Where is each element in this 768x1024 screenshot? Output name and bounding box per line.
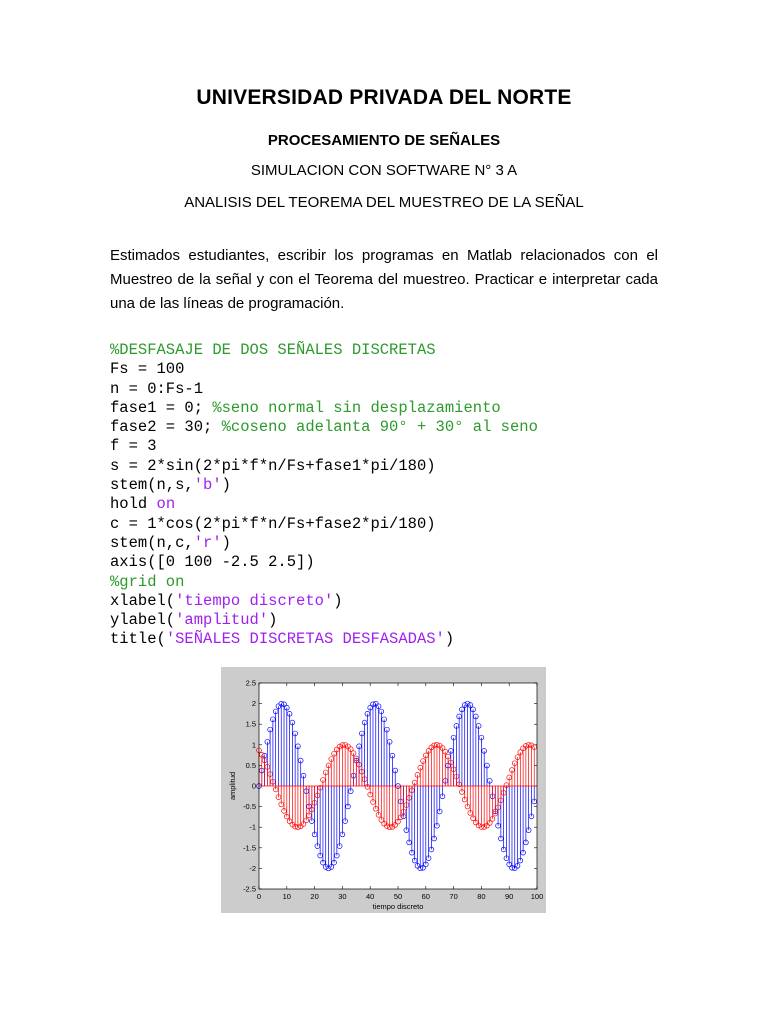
code-line <box>110 573 184 591</box>
code-line <box>110 418 538 436</box>
code-text: axis([0 100 -2.5 2.5]) <box>110 553 315 572</box>
code-line <box>110 534 231 552</box>
code-string: 'SEÑALES DISCRETAS DESFASADAS' <box>165 630 445 649</box>
x-tick-label: 0 <box>256 892 262 901</box>
code-line <box>110 437 157 455</box>
code-text: ) <box>333 591 343 610</box>
code-line <box>110 399 501 417</box>
y-tick-label: 1 <box>251 740 256 750</box>
code-text: ) <box>221 533 231 552</box>
code-string: 'b' <box>193 476 222 495</box>
code-text: ) <box>444 630 455 649</box>
code-text: xlabel( <box>110 591 176 610</box>
x-tick-label: 100 <box>530 892 544 901</box>
code-string: 'amplitud' <box>175 611 269 630</box>
code-line <box>110 495 175 513</box>
analysis-title: ANALISIS DEL TEOREMA DEL MUESTREO DE LA SEÑAL <box>184 194 584 211</box>
y-tick-label: 2.5 <box>245 678 256 688</box>
x-tick-label: 80 <box>477 892 486 901</box>
y-axis-label: amplitud <box>228 771 237 801</box>
code-text: stem(n,s, <box>110 476 194 495</box>
code-text: n = 0:Fs-1 <box>110 379 204 398</box>
x-tick-label: 20 <box>310 892 319 901</box>
y-tick-label: 1.5 <box>245 719 256 729</box>
code-line <box>110 341 436 359</box>
code-line <box>110 553 315 571</box>
x-axis-label: tiempo discreto <box>372 902 424 911</box>
code-line <box>110 476 231 494</box>
code-string: 'r' <box>193 533 222 552</box>
code-line <box>110 611 277 629</box>
code-line <box>110 630 454 648</box>
x-tick-label: 40 <box>366 892 375 901</box>
code-comment: %grid on <box>110 572 185 591</box>
x-tick-label: 60 <box>421 892 430 901</box>
y-tick-label: 0 <box>251 781 256 791</box>
y-tick-label: 0.5 <box>245 760 256 770</box>
code-text: ylabel( <box>110 611 176 630</box>
code-text: Fs = 100 <box>110 360 185 379</box>
x-tick-label: 90 <box>505 892 514 901</box>
code-text: fase2 = 30; <box>110 418 222 437</box>
y-tick-label: -2.5 <box>243 884 256 894</box>
code-text: stem(n,c, <box>110 533 194 552</box>
code-comment: %seno normal sin desplazamiento <box>212 398 501 417</box>
code-text: ) <box>221 476 231 495</box>
y-tick-label: -1.5 <box>243 843 256 853</box>
course-title: PROCESAMIENTO DE SEÑALES <box>267 132 501 149</box>
matlab-figure <box>221 667 546 913</box>
code-text: hold <box>110 495 157 514</box>
university-title: UNIVERSIDAD PRIVADA DEL NORTE <box>196 86 572 109</box>
code-text: ) <box>268 611 278 630</box>
code-text: f = 3 <box>110 437 157 456</box>
x-tick-label: 30 <box>338 892 347 901</box>
y-tick-label: -2 <box>249 863 256 873</box>
code-string: 'tiempo discreto' <box>175 591 334 610</box>
y-tick-label: -1 <box>249 822 256 832</box>
intro-paragraph: Estimados estudiantes, escribir los programas en Matlab relacionados con el Muestreo de la señal y con el Teorema del muestreo. Practicar e interpretar cada una de las líneas de programación. <box>110 247 658 312</box>
code-text: title( <box>110 630 166 649</box>
x-tick-label: 10 <box>282 892 291 901</box>
code-string: on <box>156 495 176 514</box>
code-line <box>110 457 436 475</box>
code-line <box>110 592 343 610</box>
code-comment: %coseno adelanta 90° + 30° al seno <box>221 418 538 437</box>
simulation-title: SIMULACION CON SOFTWARE N° 3 A <box>250 162 518 179</box>
code-text: s = 2*sin(2*pi*f*n/Fs+fase1*pi/180) <box>110 456 436 475</box>
code-text: fase1 = 0; <box>110 398 213 417</box>
matlab-code-block <box>110 341 538 650</box>
code-text: c = 1*cos(2*pi*f*n/Fs+fase2*pi/180) <box>110 514 436 533</box>
stem-chart <box>221 667 546 913</box>
y-tick-label: 2 <box>251 699 256 709</box>
code-line <box>110 360 184 378</box>
x-tick-label: 70 <box>449 892 458 901</box>
y-tick-label: -0.5 <box>243 802 256 812</box>
x-tick-label: 50 <box>393 892 403 901</box>
code-comment: %DESFASAJE DE DOS SEÑALES DISCRETAS <box>110 341 436 359</box>
code-line <box>110 380 203 398</box>
code-line <box>110 515 436 533</box>
